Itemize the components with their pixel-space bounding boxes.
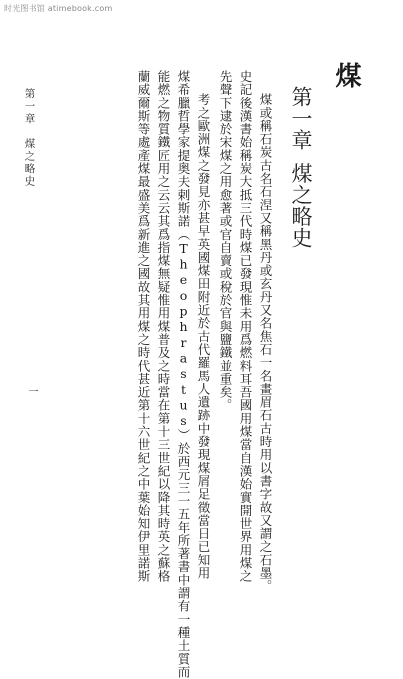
running-head: 第一章 煤之略史 xyxy=(23,88,36,188)
text-line-2: 史記後漢書始稱炭大抵三代時煤已發現惟未用爲燃料耳吾國用煤當自漢始實開世界用煤之 xyxy=(238,70,253,583)
text-line-6: 能燃之物質鐵匠用之云云其爲指煤無疑惟用煤普及之時當在第十三世紀以降其時英之蘇格 xyxy=(156,70,171,583)
page-number: 一 xyxy=(26,386,37,396)
text-line-7: 蘭威爾斯等處產煤最盛美爲新進之國故其用煤之時代甚近第十六世紀之中葉始知伊里諾斯 xyxy=(136,70,151,583)
chapter-heading xyxy=(290,86,311,249)
text-line-1: 煤或稱石炭古名石涅又稱黑丹或玄丹又名焦石一名畫眉石古時用以書字故又謂之石墨。 xyxy=(258,80,273,593)
chapter-title: 煤之略史 xyxy=(289,162,313,249)
text-line-4: 考之歐洲煤之發見亦甚早英國煤田附近於古代羅馬人遺跡中發現煤屑足徵當日已知用 xyxy=(196,80,211,580)
chapter-number: 第一章 xyxy=(289,86,313,151)
text-line-3: 先聲下逮於宋煤之用愈著或官自賣或稅於官與鹽鐵並重矣。 xyxy=(218,70,233,412)
page-title: 煤 xyxy=(331,62,361,90)
watermark: 时光图书馆 atimebook.com xyxy=(4,4,113,13)
text-line-5: 煤希臘哲學家提奥夫剌斯諾（Theophrastus）於西元三一五年所著書中謂有一種土質而 xyxy=(176,70,191,679)
